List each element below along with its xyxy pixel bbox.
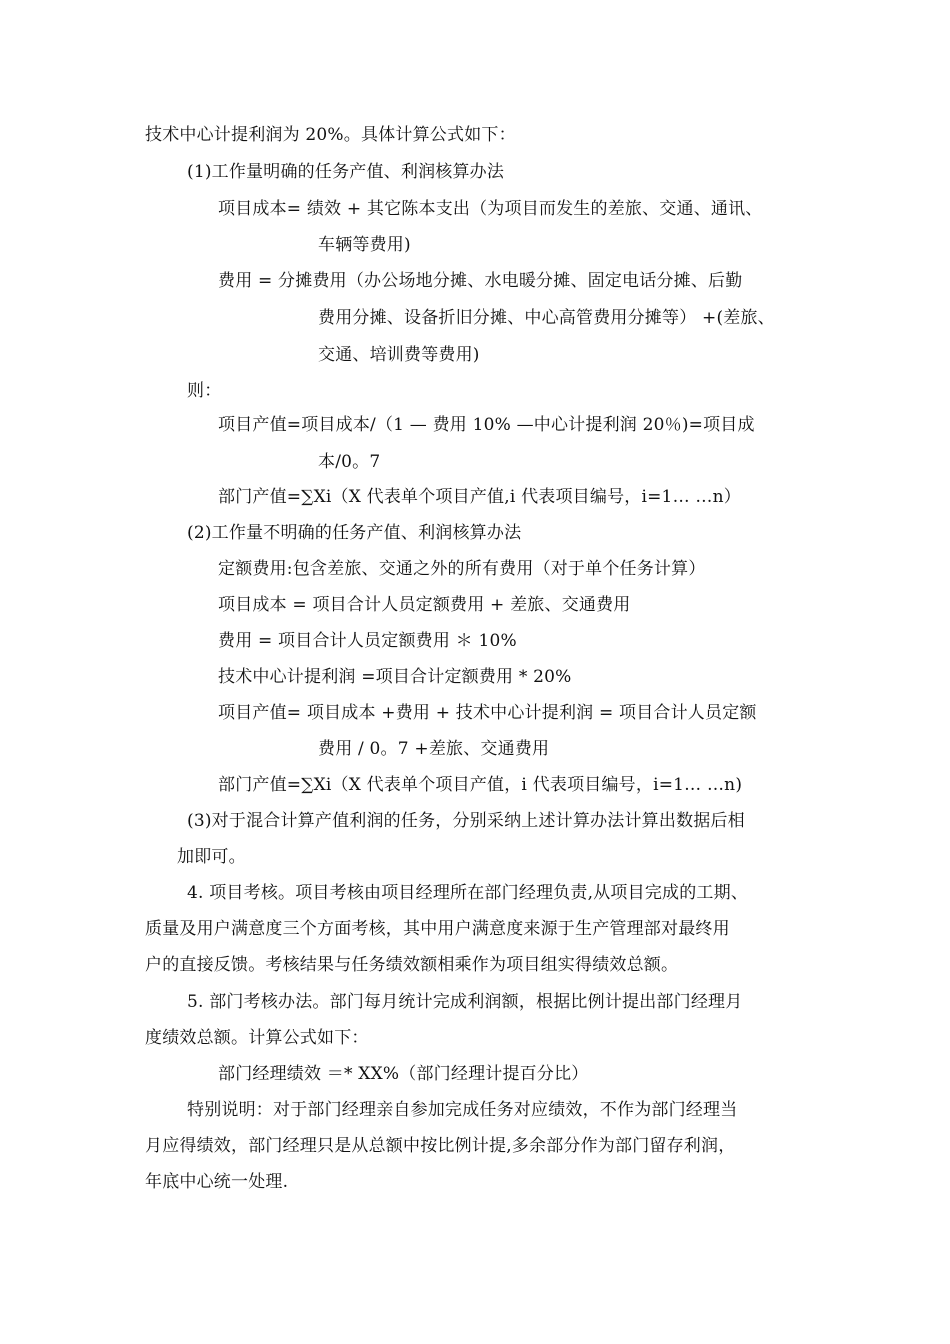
text-line: 车辆等费用): [318, 235, 411, 255]
text-line: 则：: [187, 381, 222, 401]
text-line: 项目产值= 项目成本 +费用 + 技术中心计提利润 = 项目合计人员定额: [218, 703, 757, 723]
text-line: 户的直接反馈。考核结果与任务绩效额相乘作为项目组实得绩效总额。: [145, 955, 679, 975]
text-line: 费用 = 分摊费用（办公场地分摊、水电暖分摊、固定电话分摊、后勤: [218, 271, 743, 291]
text-line: 4. 项目考核。项目考核由项目经理所在部门经理负责,从项目完成的工期、: [187, 883, 749, 903]
text-line: 5. 部门考核办法。部门每月统计完成利润额，根据比例计提出部门经理月: [187, 992, 743, 1012]
text-line: (2)工作量不明确的任务产值、利润核算办法: [187, 523, 522, 543]
text-line: 部门经理绩效 ＝* XX%（部门经理计提百分比）: [218, 1064, 589, 1084]
text-line: (1)工作量明确的任务产值、利润核算办法: [187, 162, 505, 182]
text-line: 交通、培训费等费用): [318, 345, 480, 365]
text-line: 技术中心计提利润 =项目合计定额费用 * 20%: [218, 667, 572, 687]
text-line: 月应得绩效，部门经理只是从总额中按比例计提,多余部分作为部门留存利润，: [145, 1136, 736, 1156]
text-line: 本/0。7: [318, 452, 381, 472]
text-line: 项目成本= 绩效 + 其它陈本支出（为项目而发生的差旅、交通、通讯、: [218, 199, 763, 219]
text-line: 特别说明：对于部门经理亲自参加完成任务对应绩效，不作为部门经理当: [187, 1100, 738, 1120]
text-line: 定额费用:包含差旅、交通之外的所有费用（对于单个任务计算）: [218, 559, 706, 579]
text-line: 部门产值=∑Xi（X 代表单个项目产值，i 代表项目编号，i=1… …n): [218, 775, 743, 795]
text-line: (3)对于混合计算产值利润的任务，分别采纳上述计算办法计算出数据后相: [187, 811, 745, 831]
text-line: 质量及用户满意度三个方面考核，其中用户满意度来源于生产管理部对最终用: [145, 919, 730, 939]
text-line: 项目成本 = 项目合计人员定额费用 + 差旅、交通费用: [218, 595, 631, 615]
text-line: 年底中心统一处理.: [145, 1172, 289, 1192]
text-line: 度绩效总额。计算公式如下：: [145, 1028, 369, 1048]
text-line: 费用 = 项目合计人员定额费用 ＊ 10%: [218, 631, 517, 651]
text-line: 加即可。: [177, 847, 246, 867]
text-line: 技术中心计提利润为 20%。具体计算公式如下：: [145, 125, 516, 145]
text-line: 费用 / 0。7 +差旅、交通费用: [318, 739, 550, 759]
text-line: 部门产值=∑Xi（X 代表单个项目产值,i 代表项目编号，i=1… …n）: [218, 487, 741, 507]
text-line: 费用分摊、设备折旧分摊、中心高管费用分摊等） +(差旅、: [318, 308, 775, 328]
text-line: 项目产值=项目成本/（1 — 费用 10% —中心计提利润 20％)=项目成: [218, 415, 755, 435]
